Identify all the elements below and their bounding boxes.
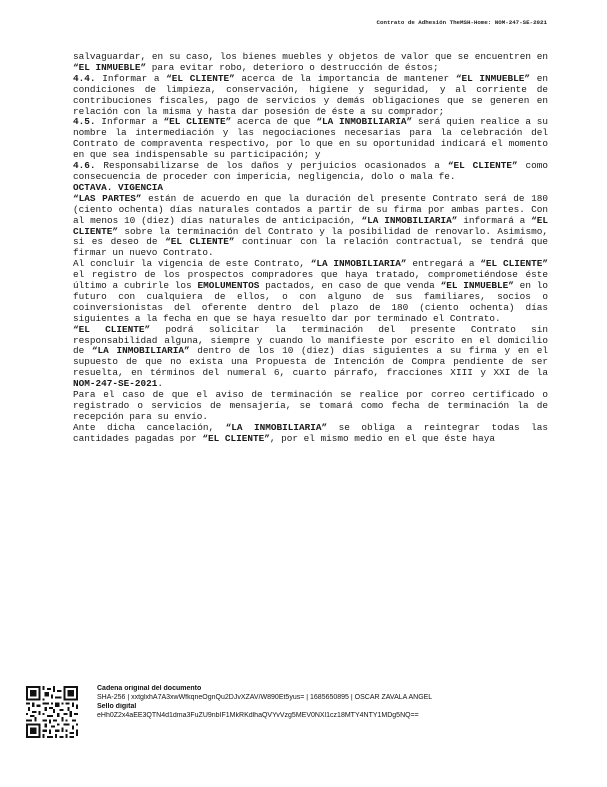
bold-term: “LA INMOBILIARIA” [225,421,328,433]
text-run: Ante dicha cancelación, [73,421,226,433]
paragraph-continuation [73,52,548,74]
seal-label: Sello digital [97,702,137,710]
bold-term: “EL CLIENTE” [163,116,232,128]
text-run: acerca de que [231,116,317,128]
text-run: Responsabilizarse de los daños y perjuicios ocasionados a [95,160,448,172]
page-header: Contrato de Adhesión TheMSH-Home: NOM-247-SE-2021 [376,19,547,26]
text-run: entregará a [406,258,481,270]
bold-term: “EL CLIENTE” [73,214,549,237]
text-run: . [157,378,164,390]
bold-term: “EL INMUEBLE” [73,61,147,73]
paragraph-vigencia-1 [73,194,548,259]
text-run: están de acuerdo en que la duración del presente Contrato será de 180 (ciento ochenta) días naturales contados a partir de su firma por ambas partes. Con al menos 10 (diez) días naturales de anticipación, [73,192,548,226]
bold-term: NOM-247-SE-2021 [73,378,158,390]
text-run: se obliga a reintegrar todas las cantidades pagadas por [73,421,548,444]
bold-term: “LA INMOBILIARIA” [91,345,190,357]
clause-number: 4.5. [73,116,96,128]
seal-value: eHh0Z2x4aEE3QTN4d1dma3FuZU9nbIF1MkRKdlhaQVYvVzg5MEV0NXl1cz18MTY4NTY1MDg5NQ== [97,711,419,719]
digital-signature-block [97,685,567,721]
text-run: sobre la terminación del Contrato y la posibilidad de renovarlo. Asimismo, si es deseo de [73,225,548,248]
text-run: Al concluir la vigencia de este Contrato, [73,258,311,270]
chain-value: SHA-256 | xxtglxhA7A3xwWfkqneOgnQu2DJvXZAV/W890Et5yus= | 1685650895 | OSCAR ZAVALA ANGEL [97,693,433,701]
chain-label: Cadena original del documento [97,685,202,692]
bold-term: “EL CLIENTE” [202,432,270,444]
bold-term: EMOLUMENTOS [197,280,260,292]
section-heading: OCTAVA. VIGENCIA [73,181,164,193]
paragraph-vigencia-5 [73,423,548,445]
paragraph-vigencia-4 [73,390,548,423]
text-run: informará a [457,214,532,226]
clause-4-6 [73,161,548,183]
text-run: acerca de la importancia de mantener [234,72,456,84]
text-run: será quien realice a su nombre la intermediación y las negociaciones necesarias para la celebración del Contrato de compraventa respectivo, por lo que en su oportunidad indicará el momento en que sea indispensable su participación; y [73,116,549,161]
text-run: continuar con la relación contractual, se tendrá que firmar un nuevo Contrato. [73,236,549,259]
text-run: podrá solicitar la terminación del presente Contrato sin responsabilidad alguna, siempre y cuando lo manifieste por escrito en el domicilio de [73,323,548,357]
bold-term: “EL CLIENTE” [73,323,151,335]
bold-term: “EL CLIENTE” [166,72,235,84]
text-run: en condiciones de limpieza, conservación, higiene y seguridad, y al corriente de contribuciones fiscales, pago de servicios y demás obligaciones que se generen en relación con la misma y hasta dar posesión de éste a su comprador; [73,72,548,117]
text-run: para evitar robo, deterioro o destrucción de éstos; [146,61,439,73]
clause-4-5 [73,117,548,161]
text-run: Para el caso de que el aviso de terminación se realice por correo certificado o registrado o servicios de mensajería, se tomará como fecha de terminación la de recepción para su envío. [73,389,548,422]
bold-term: “LA INMOBILIARIA” [310,258,407,270]
bold-term: “EL INMUEBLE” [440,280,514,292]
bold-term: “LAS PARTES” [73,192,142,204]
bold-term: “EL CLIENTE” [165,236,235,248]
paragraph-vigencia-2 [73,259,548,324]
bold-term: “EL CLIENTE” [480,258,549,270]
text-run: Informar a [95,72,167,84]
text-run: como consecuencia de proceder con impericia, negligencia, dolo o mala fe. [73,160,548,182]
contract-body [73,52,548,445]
clause-4-4 [73,74,548,118]
bold-term: “LA INMOBILIARIA” [361,214,458,226]
text-run: el registro de los prospectos compradores que haya tratado, comprometiéndose éste último a cubrirle los [73,269,548,292]
text-run: , por el mismo medio en el que éste haya [269,432,495,444]
qr-code-icon [26,686,78,738]
bold-term: “LA INMOBILIARIA” [316,116,413,128]
text-run: pactados, en caso de que venda [259,280,441,292]
text-run: salvaguardar, en su caso, los bienes muebles y objetos de valor que se encuentren en [73,51,548,62]
text-run: Informar a [95,116,164,128]
clause-number: 4.4. [73,72,96,84]
text-run: en lo futuro con cualquiera de ellos, o con alguno de sus familiares, socios o coinversionistas del oferente dentro del plazo de 180 (ciento ochenta) días siguientes a la fecha en que se haya resuelto dar por terminado el Contrato. [73,280,548,324]
text-run: dentro de los 10 (diez) días siguientes a su firma y en el supuesto de que no exista una Propuesta de Intención de Compra pendiente de ser resuelta, en términos del numeral 6, cuarto párrafo, fracciones XIII y XXI de la [73,345,548,379]
bold-term: “EL INMUEBLE” [455,72,531,84]
bold-term: “EL CLIENTE” [447,160,518,172]
paragraph-vigencia-3 [73,325,548,390]
clause-number: 4.6. [73,160,96,172]
